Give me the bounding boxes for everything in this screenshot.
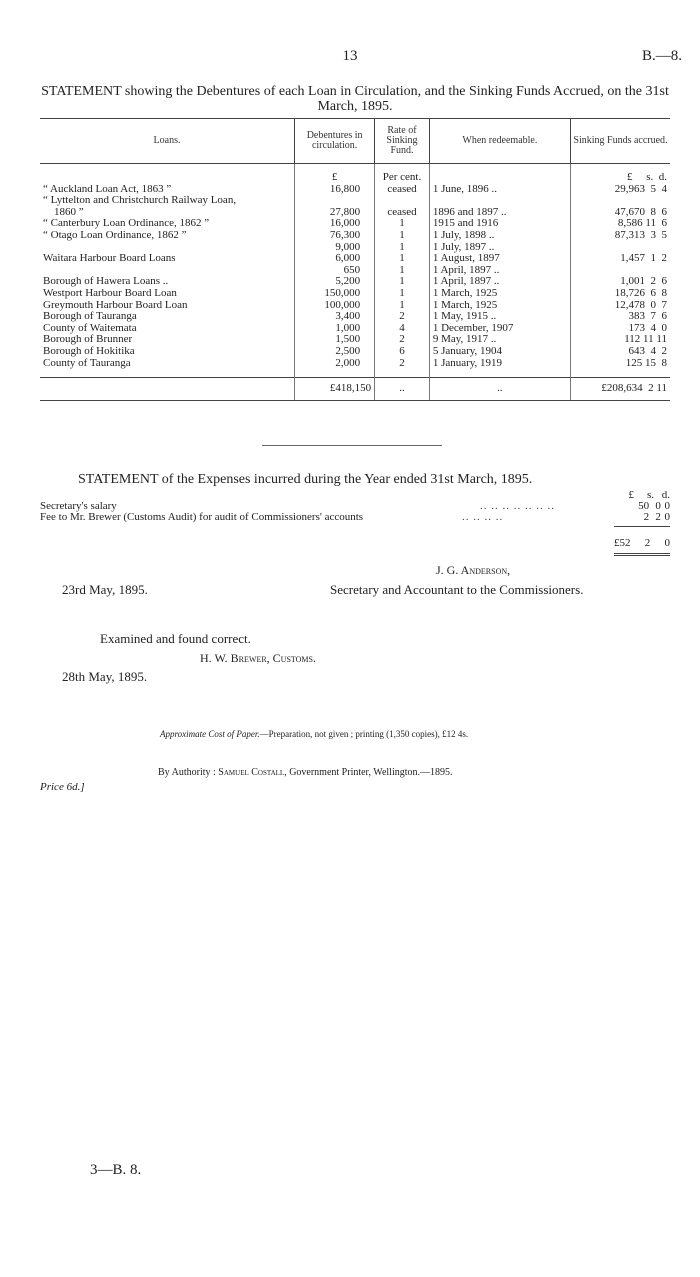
sinking-fund-value: 173 4 0 xyxy=(570,323,670,335)
sinking-fund-value: 8,586 11 6 xyxy=(570,218,670,230)
unit-pence: d. xyxy=(661,489,670,501)
expense-pounds: 50 xyxy=(638,500,650,512)
expenses-total xyxy=(614,537,670,549)
footer-signature-mark: 3—B. 8. xyxy=(90,1162,142,1178)
totals-row xyxy=(40,378,670,401)
table-row xyxy=(40,311,670,323)
sink-unit: £ s. d. xyxy=(570,172,670,184)
col-loans: Loans. xyxy=(40,119,295,164)
debentures-value: 6,000 xyxy=(295,253,375,265)
rate-value: 1 xyxy=(375,230,430,242)
loan-name: Borough of Hawera Loans .. xyxy=(43,276,169,288)
table-row xyxy=(40,218,670,230)
loan-name: Waitara Harbour Board Loans xyxy=(43,253,176,265)
table-row xyxy=(40,346,670,358)
loan-name: “ Lyttelton and Christchurch Railway Loan, xyxy=(43,195,237,207)
examination-text: Examined and found correct. xyxy=(100,631,251,646)
printer-name: Samuel Costall, xyxy=(218,767,287,778)
loan-name: Borough of Hokitika xyxy=(43,345,135,357)
expense-pounds: 2 xyxy=(643,511,650,523)
table-row xyxy=(40,276,670,288)
debentures-value: 27,800 xyxy=(295,207,375,219)
signer-title: Secretary and Accountant to the Commissioners. xyxy=(330,582,584,597)
redeemable-date: 1 May, 1915 .. xyxy=(429,311,570,323)
rate-value: 2 xyxy=(375,311,430,323)
signer-name: J. G. Anderson, xyxy=(436,563,511,577)
loan-name: 1860 ” xyxy=(54,206,84,218)
redeemable-date: 1 July, 1898 .. xyxy=(429,230,570,242)
redeemable-date: 1 July, 1897 .. xyxy=(429,242,570,254)
rate-value xyxy=(375,195,430,207)
unit-pounds: £ xyxy=(628,489,634,501)
table-row xyxy=(40,207,670,219)
sinking-fund-value: 1,457 1 2 xyxy=(570,253,670,265)
loan-name: “ Otago Loan Ordinance, 1862 ” xyxy=(43,229,187,241)
table-row xyxy=(40,242,670,254)
expense-pence: 0 xyxy=(664,511,670,523)
units-row xyxy=(40,172,670,184)
col-debentures: Debentures in circulation. xyxy=(295,119,375,164)
debentures-statement-title: STATEMENT showing the Debentures of each Loan in Circulation, and the Sinking Funds Accrued, on the 31st March, 1895. xyxy=(41,84,669,114)
cost-note-label: Approximate Cost of Paper. xyxy=(160,729,260,739)
debentures-value: 2,500 xyxy=(295,346,375,358)
total-pounds: £52 xyxy=(614,537,631,549)
sinking-fund-value: 18,726 6 8 xyxy=(570,288,670,300)
rate-value: 1 xyxy=(375,218,430,230)
expense-row xyxy=(40,512,670,523)
loan-name: Greymouth Harbour Board Loan xyxy=(43,299,188,311)
redeemable-date: 1 April, 1897 .. xyxy=(429,276,570,288)
unit-shillings: s. xyxy=(646,489,654,501)
redeemable-date: 1 March, 1925 xyxy=(429,300,570,312)
redeemable-date: 1915 and 1916 xyxy=(429,218,570,230)
table-row xyxy=(40,265,670,277)
col-when-redeemable: When redeemable. xyxy=(429,119,570,164)
rate-value: ceased xyxy=(375,184,430,196)
expenses-table xyxy=(40,490,670,523)
expenses-statement-title: STATEMENT of the Expenses incurred during the Year ended 31st March, 1895. xyxy=(78,472,533,487)
price-note: Price 6d.] xyxy=(40,781,85,793)
debentures-value: 5,200 xyxy=(295,276,375,288)
document-reference: B.—8. xyxy=(641,48,682,64)
debentures-value: 650 xyxy=(295,265,375,277)
signature-date: 23rd May, 1895. xyxy=(62,582,148,597)
col-sinking-funds: Sinking Funds accrued. xyxy=(570,119,670,164)
rate-value: ceased xyxy=(375,207,430,219)
debentures-value xyxy=(295,195,375,207)
loan-name: County of Tauranga xyxy=(43,357,131,369)
sinking-fund-value: 112 11 11 xyxy=(570,334,670,346)
sinking-fund-value: 87,313 3 5 xyxy=(570,230,670,242)
loans-table-header xyxy=(40,119,670,164)
expense-label: Secretary's salary xyxy=(40,500,117,512)
rate-value: 1 xyxy=(375,288,430,300)
total-label xyxy=(40,378,295,401)
printer-authority xyxy=(158,767,453,778)
rate-value: 6 xyxy=(375,346,430,358)
expense-shillings: 2 xyxy=(655,511,661,523)
debentures-value: 1,500 xyxy=(295,334,375,346)
redeemable-date: 9 May, 1917 .. xyxy=(429,334,570,346)
debentures-value: 150,000 xyxy=(295,288,375,300)
separator-rule xyxy=(262,445,442,446)
sinking-fund-value: 47,670 8 6 xyxy=(570,207,670,219)
loan-name: Westport Harbour Board Loan xyxy=(43,287,177,299)
table-row xyxy=(40,184,670,196)
sinking-fund-value: 643 4 2 xyxy=(570,346,670,358)
loan-name: “ Auckland Loan Act, 1863 ” xyxy=(43,183,172,195)
debentures-value: 3,400 xyxy=(295,311,375,323)
loan-name: Borough of Brunner xyxy=(43,334,133,346)
loan-name: Borough of Tauranga xyxy=(43,311,137,323)
rate-value: 2 xyxy=(375,334,430,346)
loan-name xyxy=(40,265,295,277)
sinking-fund-value xyxy=(570,242,670,254)
redeemable-date: 1 June, 1896 .. xyxy=(429,184,570,196)
examination-date: 28th May, 1895. xyxy=(62,669,148,684)
loan-name xyxy=(40,242,295,254)
table-row xyxy=(40,334,670,346)
rate-value: 4 xyxy=(375,323,430,335)
rate-value: 1 xyxy=(375,300,430,312)
expense-shillings: 0 xyxy=(655,500,661,512)
total-shillings: 2 xyxy=(644,537,651,549)
leader-dots: .. .. .. .. xyxy=(462,511,504,523)
expenses-total-double-rule xyxy=(614,553,670,556)
redeemable-date: 1 December, 1907 xyxy=(429,323,570,335)
debentures-value: 9,000 xyxy=(295,242,375,254)
rate-value: 1 xyxy=(375,253,430,265)
col-rate: Rate of Sinking Fund. xyxy=(375,119,430,164)
table-row xyxy=(40,253,670,265)
sinking-fund-value: 125 15 8 xyxy=(570,358,670,370)
debentures-value: 100,000 xyxy=(295,300,375,312)
redeemable-date: 1 August, 1897 xyxy=(429,253,570,265)
cost-note-text: —Preparation, not given ; printing (1,350 copies), £12 4s. xyxy=(259,729,469,739)
redeemable-date: 1896 and 1897 .. xyxy=(429,207,570,219)
sinking-fund-value: 1,001 2 6 xyxy=(570,276,670,288)
table-row xyxy=(40,195,670,207)
debentures-value: 2,000 xyxy=(295,358,375,370)
rate-value: 2 xyxy=(375,358,430,370)
sinking-fund-value xyxy=(570,195,670,207)
expenses-units-row xyxy=(40,490,670,501)
authority-prefix: By Authority : xyxy=(158,767,216,778)
sinking-fund-value: 29,963 5 4 xyxy=(570,184,670,196)
sinking-fund-value: 383 7 6 xyxy=(570,311,670,323)
table-row xyxy=(40,230,670,242)
table-row xyxy=(40,358,670,370)
total-when: .. xyxy=(429,378,570,401)
total-sink: £208,634 2 11 xyxy=(570,378,670,401)
table-row xyxy=(40,300,670,312)
sinking-fund-value: 12,478 0 7 xyxy=(570,300,670,312)
expenses-total-rule xyxy=(614,526,670,527)
total-deb: £418,150 xyxy=(295,378,375,401)
loan-name: County of Waitemata xyxy=(43,322,137,334)
auditor-name: H. W. Brewer, Customs. xyxy=(200,651,316,665)
loans-table xyxy=(40,118,670,401)
loan-name: “ Canterbury Loan Ordinance, 1862 ” xyxy=(43,218,210,230)
debentures-value: 76,300 xyxy=(295,230,375,242)
debentures-value: 16,000 xyxy=(295,218,375,230)
total-pence: 0 xyxy=(664,537,670,549)
debentures-value: 16,800 xyxy=(295,184,375,196)
redeemable-date: 1 January, 1919 xyxy=(429,358,570,370)
rate-value: 1 xyxy=(375,265,430,277)
redeemable-date: 5 January, 1904 xyxy=(429,346,570,358)
table-row xyxy=(40,288,670,300)
authority-suffix: Government Printer, Wellington.—1895. xyxy=(289,767,453,778)
page-number: 13 xyxy=(342,48,358,64)
total-rate: .. xyxy=(375,378,430,401)
redeemable-date: 1 March, 1925 xyxy=(429,288,570,300)
table-row xyxy=(40,323,670,335)
debentures-value: 1,000 xyxy=(295,323,375,335)
leader-dots: .. .. .. .. .. .. .. xyxy=(480,500,555,512)
cost-note xyxy=(160,729,468,739)
redeemable-date xyxy=(429,195,570,207)
expense-label: Fee to Mr. Brewer (Customs Audit) for audit of Commissioners' accounts xyxy=(40,511,364,523)
deb-unit: £ xyxy=(295,172,375,184)
expense-pence: 0 xyxy=(664,500,670,512)
rate-unit: Per cent. xyxy=(375,172,430,184)
redeemable-date: 1 April, 1897 .. xyxy=(429,265,570,277)
sinking-fund-value xyxy=(570,265,670,277)
rate-value: 1 xyxy=(375,276,430,288)
rate-value: 1 xyxy=(375,242,430,254)
